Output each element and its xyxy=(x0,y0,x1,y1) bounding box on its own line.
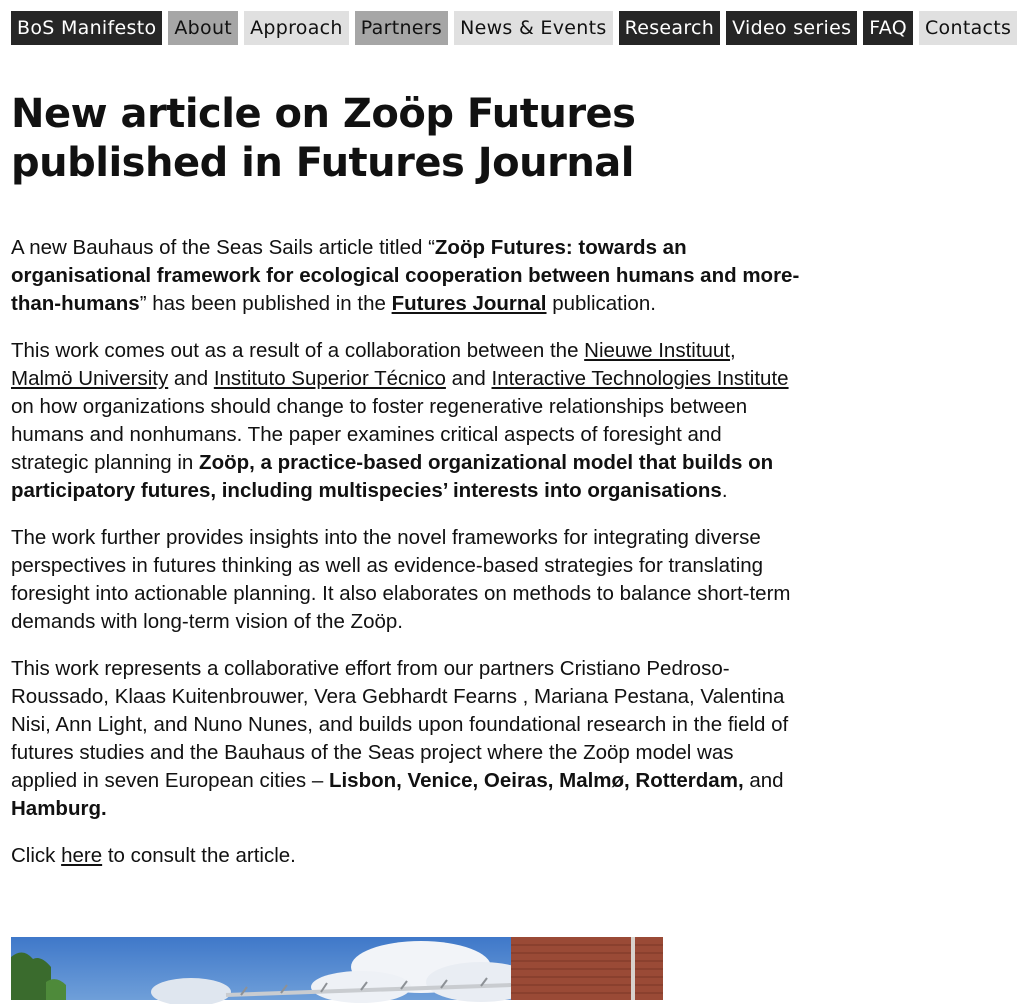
paragraph-partners xyxy=(11,655,801,823)
partners-text: and xyxy=(743,769,784,792)
nav-faq[interactable]: FAQ xyxy=(863,11,913,45)
collab-text: and xyxy=(168,367,214,390)
paragraph-insights: The work further provides insights into the novel frameworks for integrating diverse perspectives in futures thinking as well as evidence-based strategies for translating foresight into actionable planning. It also elaborates on methods to balance short-term demands with long-term vision of the Zoöp. xyxy=(11,526,791,633)
main-nav xyxy=(11,11,1017,45)
nav-approach[interactable]: Approach xyxy=(244,11,349,45)
nav-contacts[interactable]: Contacts xyxy=(919,11,1017,45)
cities-list: Lisbon, Venice, Oeiras, Malmø, Rotterdam, xyxy=(328,769,744,792)
malmo-university-link[interactable]: Malmö University xyxy=(11,367,169,390)
partners-text: This work represents a collaborative effort from our partners Cristiano Pedroso-Roussado, Klaas Kuitenbrouwer, Vera Gebhardt Fearns , Mariana Pestana, Valentina Nisi, Ann Light, and Nuno Nunes, and builds upon foundational research in the field of futures studies and the Bauhaus of the Seas project where the Zoöp model was applied in seven European cities – xyxy=(11,657,789,792)
paragraph-collaboration xyxy=(11,337,801,505)
instituto-superior-tecnico-link[interactable]: Instituto Superior Técnico xyxy=(213,367,446,390)
article-here-link[interactable]: here xyxy=(61,844,103,867)
cta-text: Click xyxy=(11,844,62,867)
article xyxy=(11,90,801,889)
article-photo xyxy=(11,937,663,1000)
paragraph-intro xyxy=(11,234,801,318)
collab-text: on how organizations should change to foster regenerative relationships between humans and nonhumans. The paper examines critical aspects of foresight and strategic planning in xyxy=(11,395,748,474)
intro-text: A new Bauhaus of the Seas Sails article titled “ xyxy=(11,236,435,259)
photo-illustration xyxy=(11,937,663,1000)
nav-bos-manifesto[interactable]: BoS Manifesto xyxy=(11,11,162,45)
collab-text: and xyxy=(445,367,492,390)
nav-video-series[interactable]: Video series xyxy=(726,11,857,45)
collab-text: , xyxy=(730,339,736,362)
nav-partners[interactable]: Partners xyxy=(355,11,448,45)
nav-news-events[interactable]: News & Events xyxy=(454,11,612,45)
article-title-quote: Zoöp Futures: towards an organisational framework for ecological cooperation between humans and more-than-humans xyxy=(11,236,800,315)
article-body xyxy=(11,234,801,870)
intro-text: publication. xyxy=(546,292,656,315)
cta-text: to consult the article. xyxy=(102,844,296,867)
interactive-technologies-institute-link[interactable]: Interactive Technologies Institute xyxy=(491,367,789,390)
collab-text: This work comes out as a result of a collaboration between the xyxy=(11,339,585,362)
futures-journal-link[interactable]: Futures Journal xyxy=(391,292,547,315)
nav-about[interactable]: About xyxy=(168,11,238,45)
nieuwe-instituut-link[interactable]: Nieuwe Instituut xyxy=(584,339,731,362)
intro-text: ” has been published in the xyxy=(139,292,392,315)
page-title: New article on Zoöp Futures published in Futures Journal xyxy=(11,91,636,186)
collab-text: . xyxy=(721,479,728,502)
city-hamburg: Hamburg. xyxy=(11,797,107,820)
zoop-highlight: Zoöp, a practice-based organizational model that builds on participatory futures, including multispecies’ interests into organisations xyxy=(11,451,774,502)
nav-research[interactable]: Research xyxy=(619,11,721,45)
paragraph-cta xyxy=(11,842,801,870)
